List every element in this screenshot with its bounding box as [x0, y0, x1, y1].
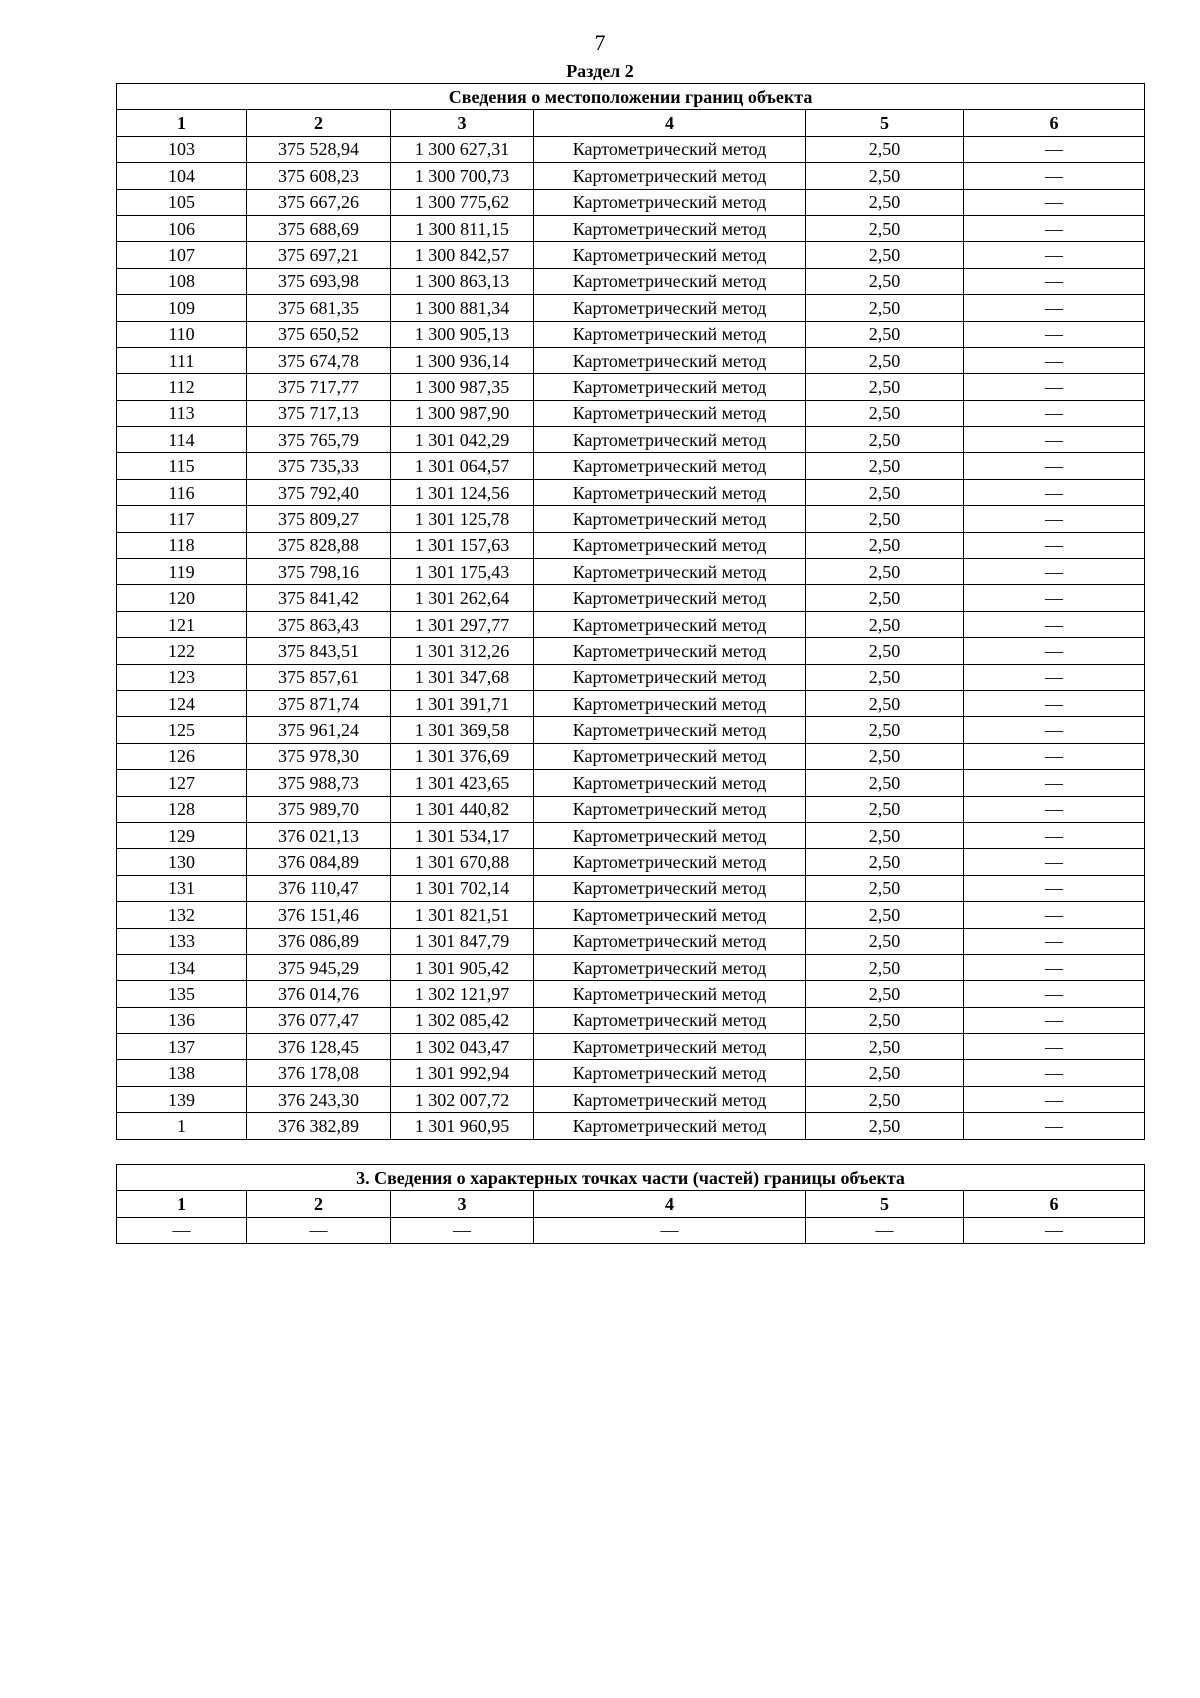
table-cell: 1 301 124,56 — [391, 479, 534, 505]
table-row — [117, 690, 1145, 716]
column-header: 4 — [534, 1191, 806, 1217]
table-cell: Картометрический метод — [534, 163, 806, 189]
table-cell: 136 — [117, 1007, 247, 1033]
table-row — [117, 1060, 1145, 1086]
table-cell: 111 — [117, 347, 247, 373]
table-cell: 2,50 — [806, 295, 964, 321]
table-cell: 1 301 376,69 — [391, 743, 534, 769]
table-cell: 1 300 936,14 — [391, 347, 534, 373]
table-cell: Картометрический метод — [534, 136, 806, 162]
table-cell: 375 681,35 — [247, 295, 391, 321]
table-cell: 106 — [117, 215, 247, 241]
table-cell: 1 300 881,34 — [391, 295, 534, 321]
table-cell: 127 — [117, 770, 247, 796]
table-cell: 375 528,94 — [247, 136, 391, 162]
table-cell: 376 243,30 — [247, 1086, 391, 1112]
table-cell: 375 650,52 — [247, 321, 391, 347]
table-cell: 1 300 775,62 — [391, 189, 534, 215]
table-cell: Картометрический метод — [534, 532, 806, 558]
table-cell: 125 — [117, 717, 247, 743]
table-cell: 1 301 369,58 — [391, 717, 534, 743]
table-cell: — — [964, 189, 1145, 215]
table-cell: Картометрический метод — [534, 611, 806, 637]
table-row — [117, 347, 1145, 373]
table-row — [117, 427, 1145, 453]
table-cell: 117 — [117, 506, 247, 532]
table-caption: 3. Сведения о характерных точках части (частей) границы объекта — [117, 1165, 1145, 1191]
table-cell: 1 302 043,47 — [391, 1034, 534, 1060]
table-cell: 137 — [117, 1034, 247, 1060]
table-cell: Картометрический метод — [534, 347, 806, 373]
table-cell: 2,50 — [806, 1060, 964, 1086]
table-cell: — — [964, 981, 1145, 1007]
table-cell: Картометрический метод — [534, 875, 806, 901]
table-cell: 375 841,42 — [247, 585, 391, 611]
table-cell: — — [964, 585, 1145, 611]
table-cell: 118 — [117, 532, 247, 558]
table-cell: 1 301 157,63 — [391, 532, 534, 558]
table-cell: 375 989,70 — [247, 796, 391, 822]
table-row — [117, 822, 1145, 848]
table-cell: 375 863,43 — [247, 611, 391, 637]
table-cell: 375 978,30 — [247, 743, 391, 769]
table-cell: Картометрический метод — [534, 215, 806, 241]
column-header: 2 — [247, 1191, 391, 1217]
table-cell: — — [964, 849, 1145, 875]
table-cell: — — [806, 1217, 964, 1243]
table-cell: Картометрический метод — [534, 506, 806, 532]
table-cell: 1 301 905,42 — [391, 954, 534, 980]
table-cell: — — [964, 1086, 1145, 1112]
table-cell: 1 302 085,42 — [391, 1007, 534, 1033]
table-cell: 1 301 440,82 — [391, 796, 534, 822]
table-cell: — — [117, 1217, 247, 1243]
table-cell: Картометрический метод — [534, 427, 806, 453]
table-cell: 375 857,61 — [247, 664, 391, 690]
table-row — [117, 1086, 1145, 1112]
table-cell: — — [964, 295, 1145, 321]
table-cell: 1 301 297,77 — [391, 611, 534, 637]
table-cell: 2,50 — [806, 189, 964, 215]
table-cell: 1 301 042,29 — [391, 427, 534, 453]
table-cell: — — [964, 427, 1145, 453]
table-cell: Картометрический метод — [534, 374, 806, 400]
table-row — [117, 215, 1145, 241]
table-cell: — — [964, 215, 1145, 241]
table-cell: 2,50 — [806, 427, 964, 453]
table-cell: 1 301 821,51 — [391, 902, 534, 928]
table-cell: Картометрический метод — [534, 1113, 806, 1139]
table-cell: — — [391, 1217, 534, 1243]
table-row — [117, 453, 1145, 479]
table-cell: Картометрический метод — [534, 479, 806, 505]
table-cell: 130 — [117, 849, 247, 875]
table-cell: 1 301 125,78 — [391, 506, 534, 532]
table-row — [117, 611, 1145, 637]
table-cell: 1 301 175,43 — [391, 559, 534, 585]
table-cell: 375 697,21 — [247, 242, 391, 268]
table-row — [117, 559, 1145, 585]
table-cell: 105 — [117, 189, 247, 215]
table-cell: Картометрический метод — [534, 743, 806, 769]
table-cell: 2,50 — [806, 453, 964, 479]
table-cell: Картометрический метод — [534, 638, 806, 664]
table-cell: — — [964, 400, 1145, 426]
table-cell: 375 828,88 — [247, 532, 391, 558]
table-row — [117, 532, 1145, 558]
page-number: 7 — [594, 30, 606, 55]
table-cell: — — [964, 163, 1145, 189]
table-cell: 376 084,89 — [247, 849, 391, 875]
table-cell: 375 988,73 — [247, 770, 391, 796]
table-cell: 375 843,51 — [247, 638, 391, 664]
table-cell: 1 301 847,79 — [391, 928, 534, 954]
column-header: 1 — [117, 1191, 247, 1217]
table-cell: 2,50 — [806, 611, 964, 637]
table-cell: 375 717,77 — [247, 374, 391, 400]
table-cell: 1 301 262,64 — [391, 585, 534, 611]
table-cell: 2,50 — [806, 928, 964, 954]
table-cell: 2,50 — [806, 268, 964, 294]
table-cell: 376 151,46 — [247, 902, 391, 928]
table-cell: — — [964, 796, 1145, 822]
table-cell: Картометрический метод — [534, 690, 806, 716]
column-header: 3 — [391, 110, 534, 136]
table-cell: 112 — [117, 374, 247, 400]
table-cell: 375 809,27 — [247, 506, 391, 532]
table-cell: Картометрический метод — [534, 822, 806, 848]
table-cell: Картометрический метод — [534, 796, 806, 822]
table-cell: 375 667,26 — [247, 189, 391, 215]
table-cell: Картометрический метод — [534, 981, 806, 1007]
table-cell: 138 — [117, 1060, 247, 1086]
table-cell: — — [964, 532, 1145, 558]
table-cell: — — [964, 268, 1145, 294]
table-cell: Картометрический метод — [534, 242, 806, 268]
table-cell: 2,50 — [806, 506, 964, 532]
table-cell: 1 301 347,68 — [391, 664, 534, 690]
table-cell: 123 — [117, 664, 247, 690]
column-header: 2 — [247, 110, 391, 136]
table-cell: 1 300 627,31 — [391, 136, 534, 162]
table-cell: 2,50 — [806, 321, 964, 347]
table-cell: 1 300 905,13 — [391, 321, 534, 347]
table-cell: — — [964, 664, 1145, 690]
header-row — [117, 1191, 1145, 1217]
table-cell: Картометрический метод — [534, 954, 806, 980]
table-row — [117, 268, 1145, 294]
table-cell: 1 300 842,57 — [391, 242, 534, 268]
table-cell: 132 — [117, 902, 247, 928]
table-cell: 1 300 987,90 — [391, 400, 534, 426]
table-cell: 2,50 — [806, 163, 964, 189]
table-row — [117, 1217, 1145, 1243]
table-cell: 1 302 007,72 — [391, 1086, 534, 1112]
table-cell: 2,50 — [806, 559, 964, 585]
table-cell: 116 — [117, 479, 247, 505]
column-header: 5 — [806, 1191, 964, 1217]
table-cell: 1 301 391,71 — [391, 690, 534, 716]
table-row — [117, 796, 1145, 822]
table-cell: Картометрический метод — [534, 664, 806, 690]
table-cell: 131 — [117, 875, 247, 901]
table-cell: Картометрический метод — [534, 1060, 806, 1086]
header-row — [117, 110, 1145, 136]
table-cell: Картометрический метод — [534, 189, 806, 215]
table-cell: 110 — [117, 321, 247, 347]
table-cell: 114 — [117, 427, 247, 453]
table-cell: 133 — [117, 928, 247, 954]
table-cell: — — [964, 822, 1145, 848]
table-cell: — — [964, 1034, 1145, 1060]
table-cell: 2,50 — [806, 796, 964, 822]
table-cell: 122 — [117, 638, 247, 664]
boundary-location-table — [116, 83, 1145, 1140]
table-cell: — — [964, 1060, 1145, 1086]
table-cell: 2,50 — [806, 1113, 964, 1139]
table-cell: Картометрический метод — [534, 1086, 806, 1112]
table-row — [117, 1034, 1145, 1060]
table-cell: — — [964, 690, 1145, 716]
table-cell: 376 077,47 — [247, 1007, 391, 1033]
table-cell: 1 300 700,73 — [391, 163, 534, 189]
table-cell: 375 688,69 — [247, 215, 391, 241]
table-caption: Сведения о местоположении границ объекта — [117, 84, 1145, 110]
table-cell: — — [964, 506, 1145, 532]
column-header: 3 — [391, 1191, 534, 1217]
table-cell: 104 — [117, 163, 247, 189]
table-cell: 375 765,79 — [247, 427, 391, 453]
table-row — [117, 189, 1145, 215]
table-cell: 2,50 — [806, 1034, 964, 1060]
table-cell: 115 — [117, 453, 247, 479]
table-cell: 376 014,76 — [247, 981, 391, 1007]
table-cell: 107 — [117, 242, 247, 268]
table-cell: 375 608,23 — [247, 163, 391, 189]
table-cell: 2,50 — [806, 875, 964, 901]
table-cell: — — [964, 559, 1145, 585]
table-cell: 1 302 121,97 — [391, 981, 534, 1007]
table-cell: 2,50 — [806, 849, 964, 875]
table-cell: 1 300 811,15 — [391, 215, 534, 241]
table-cell: 375 798,16 — [247, 559, 391, 585]
table-cell: 2,50 — [806, 215, 964, 241]
table-cell: 1 301 960,95 — [391, 1113, 534, 1139]
table-cell: 2,50 — [806, 954, 964, 980]
table-cell: 376 382,89 — [247, 1113, 391, 1139]
table-row — [117, 242, 1145, 268]
table-cell: 1 301 064,57 — [391, 453, 534, 479]
table-cell: Картометрический метод — [534, 268, 806, 294]
table-cell: 2,50 — [806, 242, 964, 268]
table-cell: Картометрический метод — [534, 902, 806, 928]
table-row — [117, 875, 1145, 901]
table-cell: Картометрический метод — [534, 585, 806, 611]
table-cell: 2,50 — [806, 585, 964, 611]
table-cell: 2,50 — [806, 374, 964, 400]
table-cell: 375 961,24 — [247, 717, 391, 743]
table-cell: 375 717,13 — [247, 400, 391, 426]
table-cell: 376 021,13 — [247, 822, 391, 848]
table-cell: 108 — [117, 268, 247, 294]
table-cell: 1 301 670,88 — [391, 849, 534, 875]
section-title: Раздел 2 — [566, 61, 634, 81]
table-cell: 2,50 — [806, 638, 964, 664]
table-cell: — — [964, 136, 1145, 162]
table-cell: 139 — [117, 1086, 247, 1112]
column-header: 6 — [964, 1191, 1145, 1217]
table-row — [117, 928, 1145, 954]
table-cell: 376 110,47 — [247, 875, 391, 901]
table-cell: 113 — [117, 400, 247, 426]
table-cell: — — [964, 770, 1145, 796]
table-cell: 2,50 — [806, 902, 964, 928]
table-row — [117, 770, 1145, 796]
table-cell: 2,50 — [806, 664, 964, 690]
table-cell: 128 — [117, 796, 247, 822]
table-cell: — — [964, 717, 1145, 743]
table-cell: — — [964, 242, 1145, 268]
table-cell: 1 301 992,94 — [391, 1060, 534, 1086]
table-row — [117, 321, 1145, 347]
table-cell: 2,50 — [806, 981, 964, 1007]
table-row — [117, 717, 1145, 743]
table-row — [117, 479, 1145, 505]
table-cell: — — [534, 1217, 806, 1243]
table-cell: Картометрический метод — [534, 928, 806, 954]
table-row — [117, 585, 1145, 611]
table-row — [117, 400, 1145, 426]
table-cell: 376 178,08 — [247, 1060, 391, 1086]
table-cell: — — [964, 1113, 1145, 1139]
table-cell: 1 301 312,26 — [391, 638, 534, 664]
table-cell: 134 — [117, 954, 247, 980]
table-cell: 375 871,74 — [247, 690, 391, 716]
table-cell: 119 — [117, 559, 247, 585]
table-cell: Картометрический метод — [534, 849, 806, 875]
table-row — [117, 981, 1145, 1007]
parts-points-table — [116, 1164, 1145, 1244]
table-row — [117, 902, 1145, 928]
table-cell: — — [964, 321, 1145, 347]
table-cell: — — [964, 1217, 1145, 1243]
table-cell: 2,50 — [806, 400, 964, 426]
table-cell: 103 — [117, 136, 247, 162]
table-cell: 1 301 534,17 — [391, 822, 534, 848]
table-cell: 2,50 — [806, 822, 964, 848]
table-cell: 1 — [117, 1113, 247, 1139]
table-cell: 124 — [117, 690, 247, 716]
table-cell: 2,50 — [806, 770, 964, 796]
table-cell: 1 301 423,65 — [391, 770, 534, 796]
table-row — [117, 664, 1145, 690]
column-header: 5 — [806, 110, 964, 136]
table-cell: 129 — [117, 822, 247, 848]
table-cell: — — [964, 453, 1145, 479]
table-row — [117, 849, 1145, 875]
table-cell: Картометрический метод — [534, 321, 806, 347]
table-cell: — — [964, 347, 1145, 373]
table-cell: — — [964, 743, 1145, 769]
table-cell: 2,50 — [806, 690, 964, 716]
table-cell: 135 — [117, 981, 247, 1007]
table-row — [117, 743, 1145, 769]
table-row — [117, 506, 1145, 532]
table-cell: Картометрический метод — [534, 400, 806, 426]
table-row — [117, 638, 1145, 664]
table-cell: — — [964, 374, 1145, 400]
table-row — [117, 163, 1145, 189]
table-cell: 2,50 — [806, 1007, 964, 1033]
column-header: 1 — [117, 110, 247, 136]
table-row — [117, 1113, 1145, 1139]
table-row — [117, 295, 1145, 321]
table-cell: 375 674,78 — [247, 347, 391, 373]
table-cell: — — [964, 875, 1145, 901]
table-cell: 2,50 — [806, 743, 964, 769]
table-cell: 2,50 — [806, 136, 964, 162]
table-row — [117, 954, 1145, 980]
table-row — [117, 374, 1145, 400]
table-cell: Картометрический метод — [534, 559, 806, 585]
table-row — [117, 136, 1145, 162]
column-header: 4 — [534, 110, 806, 136]
table-cell: 2,50 — [806, 347, 964, 373]
table-cell: Картометрический метод — [534, 295, 806, 321]
table-cell: — — [964, 954, 1145, 980]
table-cell: Картометрический метод — [534, 1007, 806, 1033]
table-cell: 376 128,45 — [247, 1034, 391, 1060]
table-cell: Картометрический метод — [534, 453, 806, 479]
column-header: 6 — [964, 110, 1145, 136]
table-cell: 126 — [117, 743, 247, 769]
table-cell: — — [964, 902, 1145, 928]
table-cell: 121 — [117, 611, 247, 637]
table-cell: 1 301 702,14 — [391, 875, 534, 901]
table-row — [117, 1007, 1145, 1033]
table-cell: 375 693,98 — [247, 268, 391, 294]
table-cell: 109 — [117, 295, 247, 321]
table-cell: 375 735,33 — [247, 453, 391, 479]
table-cell: 120 — [117, 585, 247, 611]
table-cell: 2,50 — [806, 717, 964, 743]
table-cell: — — [964, 611, 1145, 637]
table-cell: — — [964, 479, 1145, 505]
table-cell: — — [964, 928, 1145, 954]
table-cell: 2,50 — [806, 1086, 964, 1112]
table-cell: — — [964, 638, 1145, 664]
table-cell: 375 945,29 — [247, 954, 391, 980]
table-cell: 2,50 — [806, 532, 964, 558]
table-cell: Картометрический метод — [534, 717, 806, 743]
table-cell: Картометрический метод — [534, 770, 806, 796]
table-cell: 375 792,40 — [247, 479, 391, 505]
table-cell: — — [247, 1217, 391, 1243]
table-cell: 376 086,89 — [247, 928, 391, 954]
table-cell: 2,50 — [806, 479, 964, 505]
table-cell: 1 300 863,13 — [391, 268, 534, 294]
table-cell: — — [964, 1007, 1145, 1033]
table-cell: Картометрический метод — [534, 1034, 806, 1060]
table-cell: 1 300 987,35 — [391, 374, 534, 400]
